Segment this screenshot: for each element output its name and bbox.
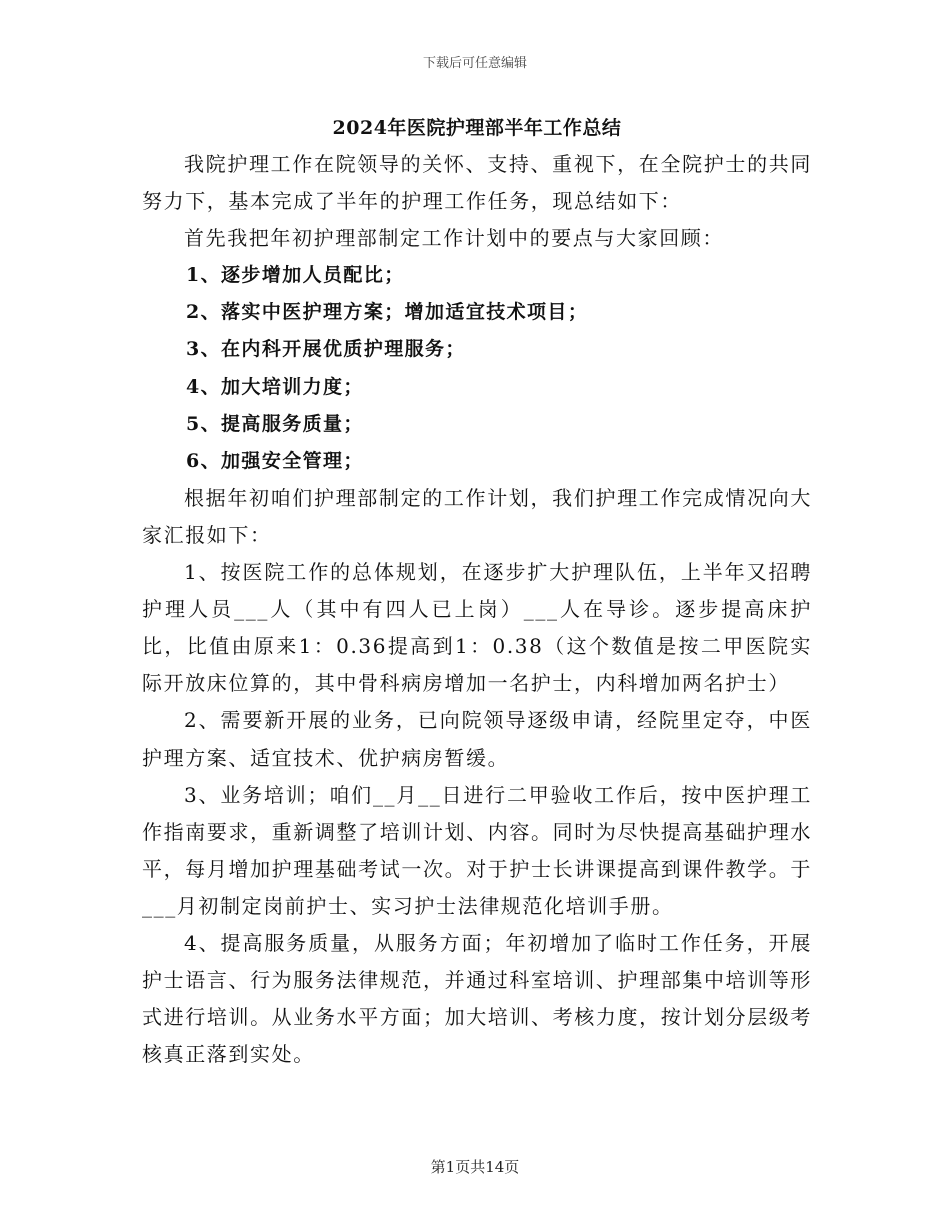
goal-item: 1、逐步增加人员配比； <box>186 264 405 287</box>
report-item-new-business: 2、需要新开展的业务，已向院领导逐级申请，经院里定夺，中医护理方案、适宜技术、优护病房暂缓。 <box>142 708 812 770</box>
goal-item: 2、落实中医护理方案；增加适宜技术项目； <box>186 301 589 324</box>
goal-item: 6、加强安全管理； <box>186 449 364 472</box>
document-title: 2024年医院护理部半年工作总结 <box>332 117 622 139</box>
review-lead-paragraph: 首先我把年初护理部制定工作计划中的要点与大家回顾： <box>184 226 724 251</box>
report-item-staffing: 1、按医院工作的总体规划，在逐步扩大护理队伍，上半年又招聘护理人员___人（其中有四人已上岗）___人在导诊。逐步提高床护比，比值由原来1：0.36提高到1：0.38（这个数值是按二甲医院实际开放床位算的，其中骨科病房增加一名护士，内科增加两名护士） <box>142 560 812 696</box>
page-number: 第1页共14页 <box>430 1158 520 1176</box>
report-item-service-quality: 4、提高服务质量，从服务方面；年初增加了临时工作任务，开展护士语言、行为服务法律规范，并通过科室培训、护理部集中培训等形式进行培训。从业务水平方面；加大培训、考核力度，按计划分层级考核真正落到实处。 <box>142 930 812 1067</box>
goal-item: 4、加大培训力度； <box>186 375 364 398</box>
report-lead-paragraph: 根据年初咱们护理部制定的工作计划，我们护理工作完成情况向大家汇报如下： <box>142 485 812 547</box>
intro-paragraph: 我院护理工作在院领导的关怀、支持、重视下，在全院护士的共同努力下，基本完成了半年的护理工作任务，现总结如下： <box>142 152 812 214</box>
report-item-training: 3、业务培训；咱们__月__日进行二甲验收工作后，按中医护理工作指南要求，重新调整了培训计划、内容。同时为尽快提高基础护理水平，每月增加护理基础考试一次。对于护士长讲课提高到课件教学。于___月初制定岗前护士、实习护士法律规范化培训手册。 <box>142 782 812 918</box>
page-header: 下载后可任意编辑 <box>422 56 527 71</box>
goals-list <box>142 257 812 480</box>
goal-item: 5、提高服务质量； <box>186 412 364 435</box>
goal-item: 3、在内科开展优质护理服务； <box>186 338 466 361</box>
document-body <box>142 110 812 1073</box>
